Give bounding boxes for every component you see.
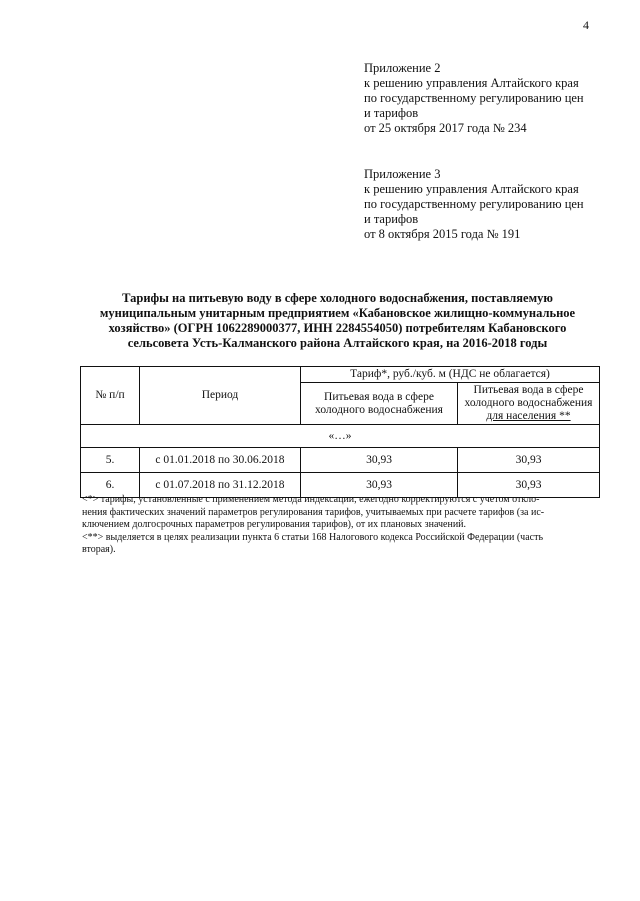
header-period: Период bbox=[140, 367, 301, 425]
footnote-line: <**> выделяется в целях реализации пункта 6 статьи 168 Налогового кодекса Российской Федерации (часть bbox=[82, 531, 544, 543]
appendix-3-date: от 8 октября 2015 года № 191 bbox=[364, 227, 521, 241]
title-line: муниципальным унитарным предприятием «Кабановское жилищно-коммунальное bbox=[99, 306, 576, 320]
appendix-3-line: по государственному регулированию цен bbox=[364, 197, 584, 211]
table-header-row bbox=[81, 367, 600, 383]
appendix-2-line: и тарифов bbox=[364, 106, 419, 120]
title-line: хозяйство» (ОГРН 1062289000377, ИНН 2284554050) потребителям Кабановского bbox=[108, 321, 567, 335]
subheader-line: для населения ** bbox=[486, 410, 571, 422]
cell-period: с 01.07.2018 по 31.12.2018 bbox=[140, 473, 301, 498]
appendix-2-line: к решению управления Алтайского края bbox=[364, 76, 579, 90]
page-number: 4 bbox=[583, 18, 589, 32]
ellipsis-cell: «…» bbox=[81, 425, 600, 448]
header-tariff: Тариф*, руб./куб. м (НДС не облагается) bbox=[301, 367, 600, 383]
tariff-table bbox=[80, 366, 600, 498]
subheader-line: Питьевая вода в сфере bbox=[324, 390, 434, 403]
title-line: Тарифы на питьевую воду в сфере холодного водоснабжения, поставляемую bbox=[122, 291, 553, 305]
footnote-line: <*> тарифы, установленные с применением метода индексации, ежегодно корректируются с учетом откло- bbox=[82, 494, 540, 505]
appendix-3-header bbox=[364, 167, 584, 242]
cell-tariff: 30,93 bbox=[301, 448, 458, 473]
table-row-ellipsis bbox=[81, 425, 600, 448]
subheader-line: холодного водоснабжения bbox=[464, 397, 593, 409]
table-row bbox=[81, 448, 600, 473]
appendix-2-header bbox=[364, 61, 584, 136]
cell-number: 6. bbox=[81, 473, 140, 498]
subheader-line: холодного водоснабжения bbox=[315, 403, 443, 416]
subheader-line: Питьевая вода в сфере bbox=[473, 384, 584, 396]
appendix-3-line: и тарифов bbox=[364, 212, 419, 226]
appendix-3-title: Приложение 3 bbox=[364, 167, 441, 181]
footnote-line: нения фактических значений параметров регулирования тарифов, учитываемых при расчете тарифов (за ис- bbox=[82, 506, 545, 518]
appendix-2-title: Приложение 2 bbox=[364, 61, 441, 75]
cell-number: 5. bbox=[81, 448, 140, 473]
appendix-2-line: по государственному регулированию цен bbox=[364, 91, 584, 105]
footnote-line: вторая). bbox=[82, 544, 116, 555]
subheader-drinking-water-population bbox=[458, 383, 600, 425]
cell-tariff: 30,93 bbox=[301, 473, 458, 498]
appendix-2-date: от 25 октября 2017 года № 234 bbox=[364, 121, 527, 135]
header-number: № п/п bbox=[81, 367, 140, 425]
cell-tariff-population: 30,93 bbox=[458, 448, 600, 473]
title-line: сельсовета Усть-Калманского района Алтайского края, на 2016-2018 годы bbox=[127, 336, 548, 350]
footnote-line: ключением долгосрочных параметров регулирования тарифов), от их плановых значений. bbox=[82, 519, 467, 530]
document-title bbox=[80, 291, 595, 351]
cell-period: с 01.01.2018 по 30.06.2018 bbox=[140, 448, 301, 473]
appendix-3-line: к решению управления Алтайского края bbox=[364, 182, 579, 196]
cell-tariff-population: 30,93 bbox=[458, 473, 600, 498]
footnotes bbox=[82, 494, 602, 557]
subheader-drinking-water bbox=[301, 383, 458, 425]
